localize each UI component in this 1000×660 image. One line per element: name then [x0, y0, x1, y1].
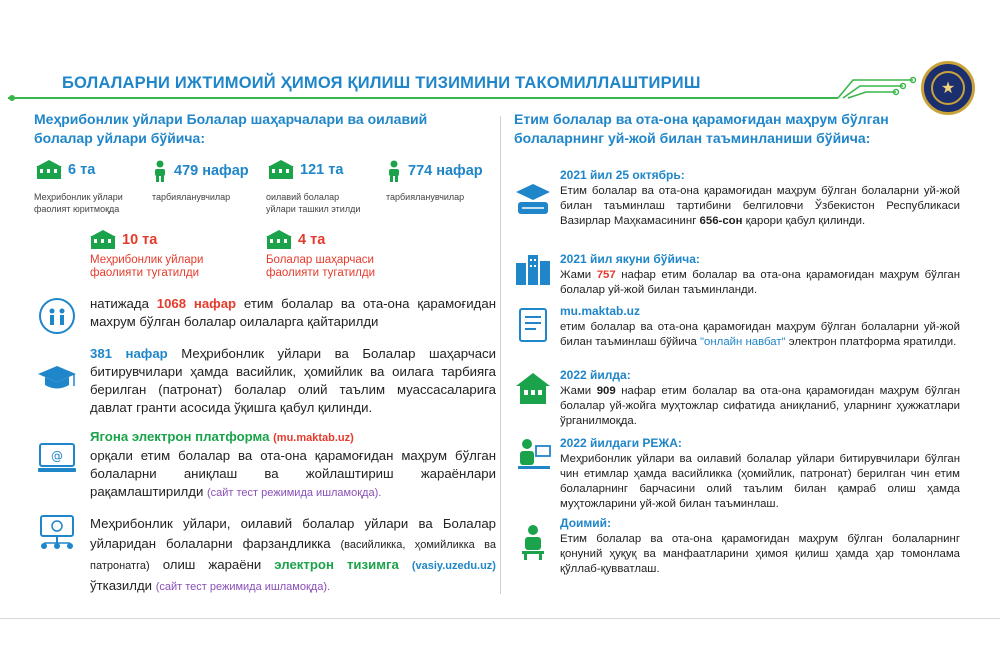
- timeline-text: Етим болалар ва ота-она қарамоғидан маҳрум бўлган болаларни уй-жой билан таъминлаш тартибини белгиловчи Ўзбекистон Республикаси Вазирлар Маҳкамасининг 656-сон қарори қабул қилинди.: [560, 185, 960, 227]
- adoption-text: Меҳрибонлик уйлари, оилавий болалар уйлари ва Болалар уйларидан болаларни фарзандликка (васийликка, ҳомийликка ва патронатга) олиш жараёни электрон тизимга (vasiy.uzedu.uz) ўтказилди (сайт тест режимида ишламоқда).: [90, 516, 496, 593]
- child-icon: [152, 160, 168, 182]
- city-icon: [512, 249, 554, 289]
- stat-caption-closed: Болалар шаҳарчаси фаолияти тугатилди: [266, 254, 376, 279]
- stat-caption-closed: Меҳрибонлик уйлари фаолияти тугатилди: [90, 254, 204, 279]
- document-icon: [512, 305, 554, 345]
- timeline-heading: 2022 йилдаги РЕЖА:: [560, 436, 682, 450]
- stat-pupils-2: 774 нафар: [386, 160, 483, 182]
- child-icon: [386, 160, 402, 182]
- network-icon: [36, 512, 78, 552]
- building-icon: [266, 230, 292, 250]
- svg-text:@: @: [51, 449, 63, 463]
- timeline-heading: 2022 йилда:: [560, 368, 631, 382]
- timeline-text: Жами 757 нафар етим болалар ва ота-она қарамоғидан маҳрум бўлган болалар уй-жой билан таъминланди.: [560, 269, 960, 296]
- timeline-text: Меҳрибонлик уйлари ва оилавий болалар уйлари битирувчилари бўлган чин етимлар ҳамда васийликка (ҳомийлик, патронат) берилган чин етим болаларнинг барчасини олий таълим билан қамраб олиш ҳамда муҳтожларини уй-жой билан таъминлаш.: [560, 453, 960, 510]
- emblem-icon: ★: [921, 61, 975, 115]
- timeline-heading: Доимий:: [560, 516, 612, 530]
- graduation-cap-icon: [36, 360, 78, 400]
- building-icon: [36, 160, 62, 180]
- timeline-text: етим болалар ва ота-она қарамоғидан маҳрум бўлган болаларни уй-жой билан таъминлаш бўйича "онлайн навбат" электрон платформа яратилди.: [560, 321, 960, 348]
- grant-admission-text: 381 нафар Меҳрибонлик уйлари ва Болалар шаҳарчаси битирувчилари ҳамда васийлик, ҳомийлик ва оилага тарбияга берилган (патронат) болалар олий таълим муассасаларига давлат гранти асосида ўқишга қабул қилинди.: [90, 346, 496, 415]
- timeline-heading: mu.maktab.uz: [560, 304, 641, 318]
- house-icon: [512, 368, 554, 408]
- stat-closed-towns: 4 та: [266, 230, 325, 250]
- timeline-heading: 2021 йил якуни бўйича:: [560, 252, 700, 266]
- stat-closed-orphanages: 10 та: [90, 230, 157, 250]
- computer-icon: [36, 438, 78, 478]
- stat-pupils-1: 479 нафар: [152, 160, 249, 182]
- family-icon: [36, 296, 78, 336]
- certificate-icon: [512, 180, 554, 220]
- stat-caption: тарбияланувчилар: [152, 192, 231, 202]
- column-divider: [500, 116, 501, 594]
- building-icon: [90, 230, 116, 250]
- platform-text: Ягона электрон платформа (mu.maktab.uz) орқали етим болалар ва ота-она қарамоғидан маҳрум бўлган болаларни аниқлаш ва жойлаштириш жараёнлари рақамлаштирилди (сайт тест режимида ишламоқда).: [90, 429, 496, 499]
- building-icon: [268, 160, 294, 180]
- timeline-heading: 2021 йил 25 октябрь:: [560, 168, 685, 182]
- bottom-divider: [0, 618, 1000, 619]
- stat-caption: Меҳрибонлик уйлари фаолият юритмоқда: [34, 192, 123, 214]
- stat-orphanages: 6 та: [36, 160, 95, 180]
- timeline-text: Етим болалар ва ота-она қарамоғидан маҳрум бўлган болаларнинг қонуний ҳуқуқ ва манфаатларини ҳимоя қилиш ҳамда ҳар томонлама қўллаб-қувватлаш.: [560, 533, 960, 575]
- stat-family-homes: 121 та: [268, 160, 343, 180]
- teacher-icon: [512, 434, 554, 474]
- stat-caption: тарбияланувчилар: [386, 192, 465, 202]
- person-icon: [512, 522, 554, 562]
- stat-caption: оилавий болалар уйлари ташкил этилди: [266, 192, 361, 214]
- returned-children-text: натижада 1068 нафар етим болалар ва ота-она қарамоғидан махрум бўлган болалар оилаларга қайтарилди: [90, 296, 496, 329]
- page-title: БОЛАЛАРНИ ИЖТИМОИЙ ҲИМОЯ ҚИЛИШ ТИЗИМИНИ ТАКОМИЛЛАШТИРИШ: [62, 74, 701, 92]
- left-section-heading: Меҳрибонлик уйлари Болалар шаҳарчалари ва оилавий болалар уйлари бўйича:: [34, 111, 428, 146]
- right-section-heading: Етим болалар ва ота-она қарамоғидан маҳрум бўлган болаларнинг уй-жой билан таъминланиши бўйича:: [514, 111, 889, 146]
- timeline-text: Жами 909 нафар етим болалар ва ота-она қарамоғидан маҳрум бўлган болалар уй-жойга муҳтожлар сифатида аниқланиб, уларнинг ҳужжатлари ўрганилмоқда.: [560, 385, 960, 427]
